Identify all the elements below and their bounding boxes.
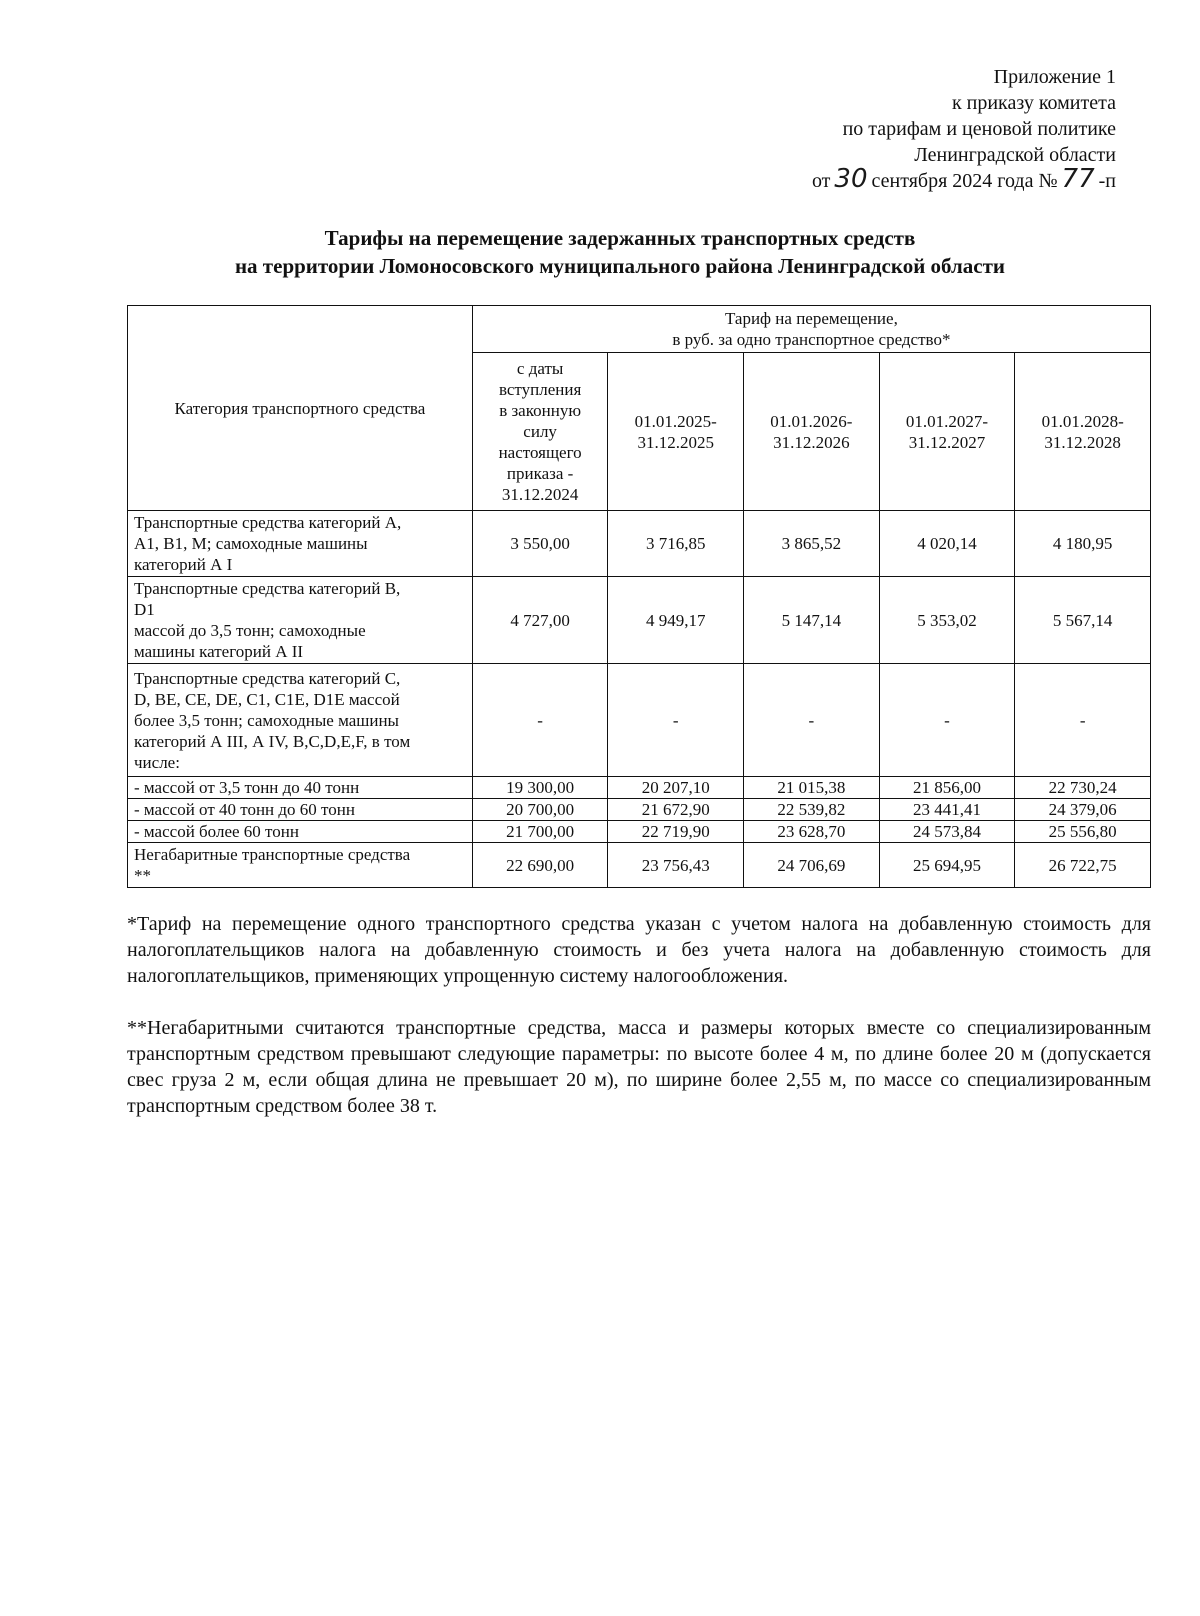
header-line-committee: по тарифам и ценовой политике — [842, 118, 1116, 140]
tariff-value: - — [1015, 664, 1151, 777]
tariff-value: 4 949,17 — [608, 577, 744, 664]
period-header: 01.01.2026- 31.12.2026 — [744, 353, 880, 511]
tariff-column-header — [472, 306, 1150, 353]
row-category: Негабаритные транспортные средства ** — [128, 843, 473, 888]
row-category: Транспортные средства категорий B, D1 массой до 3,5 тонн; самоходные машины категорий А II — [128, 577, 473, 664]
period-header: с даты вступления в законную силу настоящего приказа - 31.12.2024 — [472, 353, 608, 511]
document-header — [636, 64, 1116, 194]
handwritten-day: 30 — [834, 164, 868, 194]
tariff-value: - — [608, 664, 744, 777]
tariff-value: 26 722,75 — [1015, 843, 1151, 888]
period-header: 01.01.2027- 31.12.2027 — [879, 353, 1015, 511]
table-header-row-1 — [128, 306, 1151, 353]
tariff-value: 21 015,38 — [744, 777, 880, 799]
table-row — [128, 511, 1151, 577]
row-category: Транспортные средства категорий C, D, BE, CE, DE, C1, C1E, D1E массой более 3,5 тонн; самоходные машины категорий А III, А IV, В,С,D,E,F, в том числе: — [128, 664, 473, 777]
tariff-value: 5 353,02 — [879, 577, 1015, 664]
tariff-value: 4 180,95 — [1015, 511, 1151, 577]
tariff-table — [127, 305, 1151, 888]
tariff-value: - — [879, 664, 1015, 777]
tariff-value: - — [744, 664, 880, 777]
tariff-value: 3 716,85 — [608, 511, 744, 577]
document-title — [125, 224, 1115, 280]
header-line-order: к приказу комитета — [951, 92, 1116, 114]
tariff-value: 5 147,14 — [744, 577, 880, 664]
table-row — [128, 777, 1151, 799]
tariff-value: 20 207,10 — [608, 777, 744, 799]
title-line-1: Тарифы на перемещение задержанных транспортных средств — [324, 226, 916, 250]
title-line-2: на территории Ломоносовского муниципального района Ленинградской области — [234, 254, 1006, 278]
tariff-header-line-1: Тариф на перемещение, — [724, 309, 898, 328]
tariff-value: 23 628,70 — [744, 821, 880, 843]
table-row — [128, 799, 1151, 821]
tariff-value: 24 379,06 — [1015, 799, 1151, 821]
footnote-vat: *Тариф на перемещение одного транспортного средства указан с учетом налога на добавленную стоимость для налогоплательщиков налога на добавленную стоимость и без учета налога на добавленную стоимость для налогоплательщиков, применяющих упрощенную систему налогообложения. — [127, 913, 1151, 987]
category-column-header: Категория транспортного средства — [128, 306, 473, 511]
row-category: - массой от 3,5 тонн до 40 тонн — [128, 777, 473, 799]
tariff-value: 22 719,90 — [608, 821, 744, 843]
header-line-date — [636, 164, 1116, 194]
row-category: - массой более 60 тонн — [128, 821, 473, 843]
table-row — [128, 577, 1151, 664]
row-category: - массой от 40 тонн до 60 тонн — [128, 799, 473, 821]
tariff-value: 25 556,80 — [1015, 821, 1151, 843]
tariff-value: 24 573,84 — [879, 821, 1015, 843]
period-header: 01.01.2028- 31.12.2028 — [1015, 353, 1151, 511]
tariff-value: 20 700,00 — [472, 799, 608, 821]
order-suffix: -п — [1098, 170, 1116, 192]
tariff-header-line-2: в руб. за одно транспортное средство* — [672, 330, 951, 349]
table-row — [128, 664, 1151, 777]
tariff-value: 23 756,43 — [608, 843, 744, 888]
period-header: 01.01.2025- 31.12.2025 — [608, 353, 744, 511]
table-row — [128, 843, 1151, 888]
tariff-value: 21 672,90 — [608, 799, 744, 821]
header-line-region: Ленинградской области — [914, 144, 1116, 166]
tariff-value: 3 550,00 — [472, 511, 608, 577]
tariff-value: 22 730,24 — [1015, 777, 1151, 799]
tariff-value: 24 706,69 — [744, 843, 880, 888]
tariff-value: 5 567,14 — [1015, 577, 1151, 664]
row-category: Транспортные средства категорий А, А1, В1, М; самоходные машины категорий А I — [128, 511, 473, 577]
tariff-value: 23 441,41 — [879, 799, 1015, 821]
handwritten-number: 77 — [1061, 164, 1095, 194]
tariff-value: 19 300,00 — [472, 777, 608, 799]
date-middle: сентября 2024 года № — [871, 170, 1058, 192]
date-prefix: от — [811, 170, 831, 192]
tariff-value: - — [472, 664, 608, 777]
table-row — [128, 821, 1151, 843]
tariff-value: 22 539,82 — [744, 799, 880, 821]
tariff-value: 4 020,14 — [879, 511, 1015, 577]
tariff-value: 25 694,95 — [879, 843, 1015, 888]
tariff-value: 22 690,00 — [472, 843, 608, 888]
header-line-appendix: Приложение 1 — [993, 66, 1116, 88]
tariff-value: 4 727,00 — [472, 577, 608, 664]
tariff-value: 3 865,52 — [744, 511, 880, 577]
footnotes — [127, 911, 1151, 1145]
footnote-oversize: **Негабаритными считаются транспортные средства, масса и размеры которых вместе со специализированным транспортным средством превышают следующие параметры: по высоте более 4 м, по длине более 20 м (допускается свес груза 2 м, если общая длина не превышает 20 м), по ширине более 2,55 м, по массе со специализированным транспортным средством более 38 т. — [127, 1017, 1151, 1117]
tariff-value: 21 700,00 — [472, 821, 608, 843]
tariff-value: 21 856,00 — [879, 777, 1015, 799]
